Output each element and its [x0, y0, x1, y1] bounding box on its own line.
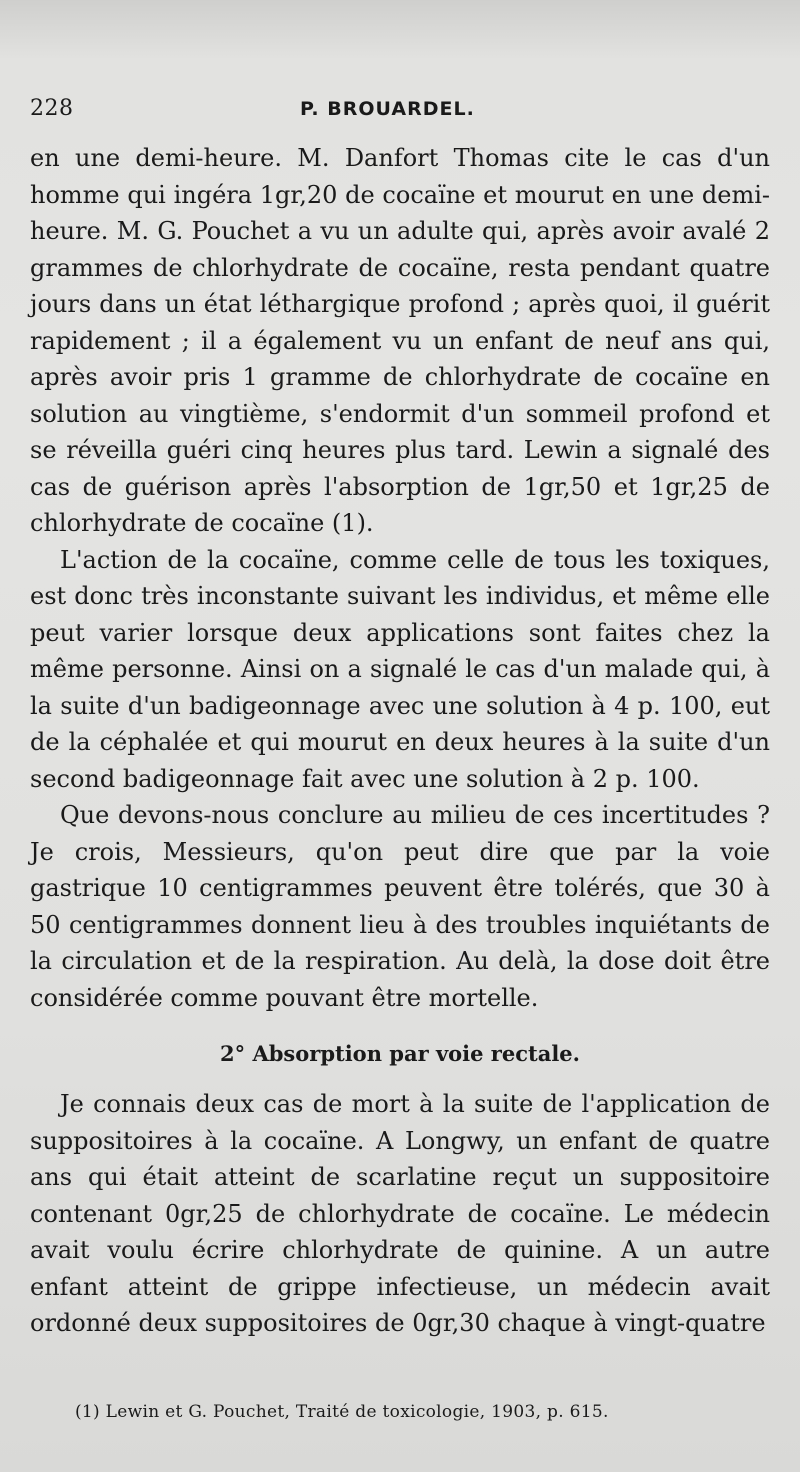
section-heading: 2° Absorption par voie rectale.	[220, 1041, 580, 1066]
paragraph-2: L'action de la cocaïne, comme celle de tous les toxiques, est donc très inconstante suivant les individus, et même elle peut varier lorsque deux applications sont faites chez la même personne. Ainsi on a signalé le cas d'un malade qui, à la suite d'un badigeonnage avec une solution à 4 p. 100, eut de la céphalée et qui mourut en deux heures à la suite d'un second badigeonnage fait avec une solution à 2 p. 100.	[30, 545, 770, 793]
running-head: P. BROUARDEL.	[300, 98, 475, 120]
footnote: (1) Lewin et G. Pouchet, Traité de toxicologie, 1903, p. 615.	[75, 1402, 609, 1422]
page-header	[30, 96, 770, 132]
page-number: 228	[30, 96, 74, 121]
paragraph-3: Que devons-nous conclure au milieu de ces incertitudes ? Je crois, Messieurs, qu'on peut dire que par la voie gastrique 10 centigrammes peuvent être tolérés, que 30 à 50 centigrammes donnent lieu à des troubles inquiétants de la circulation et de la respiration. Au delà, la dose doit être considérée comme pouvant être mortelle.	[30, 801, 770, 1012]
body-text	[30, 140, 770, 1342]
paragraph-1: en une demi-heure. M. Danfort Thomas cite le cas d'un homme qui ingéra 1gr,20 de cocaïne et mourut en une demi-heure. M. G. Pouchet a vu un adulte qui, après avoir avalé 2 grammes de chlorhydrate de cocaïne, resta pendant quatre jours dans un état léthargique profond ; après quoi, il guérit rapidement ; il a également vu un enfant de neuf ans qui, après avoir pris 1 gramme de chlorhydrate de cocaïne en solution au vingtième, s'endormit d'un sommeil profond et se réveilla guéri cinq heures plus tard. Lewin a signalé des cas de guérison après l'absorption de 1gr,50 et 1gr,25 de chlorhydrate de cocaïne (1).	[30, 144, 770, 537]
paragraph-4: Je connais deux cas de mort à la suite de l'application de suppositoires à la cocaïne. A Longwy, un enfant de quatre ans qui était atteint de scarlatine reçut un suppositoire contenant 0gr,25 de chlorhydrate de cocaïne. Le médecin avait voulu écrire chlorhydrate de quinine. A un autre enfant atteint de grippe infectieuse, un médecin avait ordonné deux suppositoires de 0gr,30 chaque à vingt-quatre	[30, 1090, 770, 1337]
